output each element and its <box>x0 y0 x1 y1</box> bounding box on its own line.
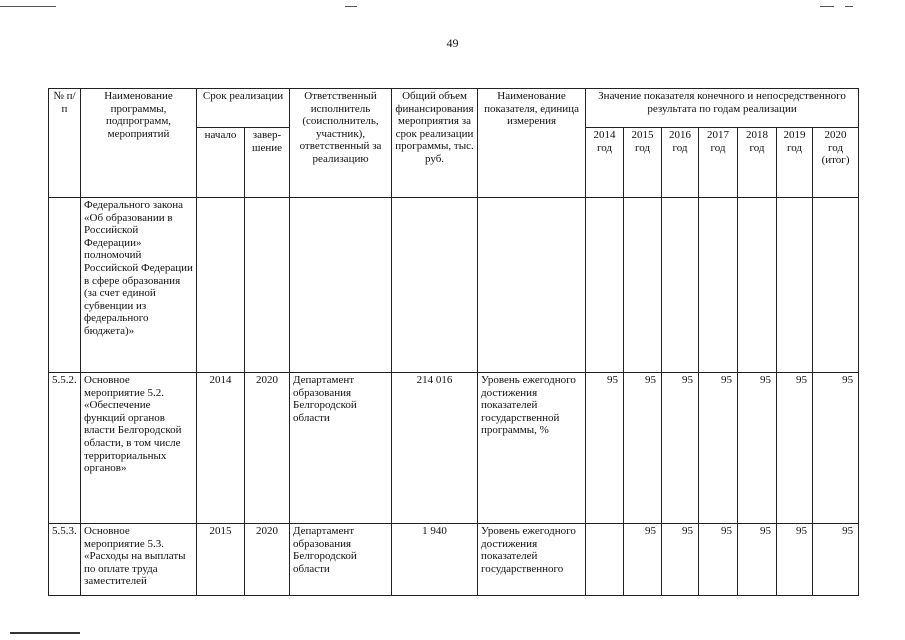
row-end: 2020 <box>245 373 290 524</box>
row-name: Федерального закона «Об образовании в Российской Федерации» полномочий Российской Федерации в сфере образования (за счет единой субвенции из федерального бюджета)» <box>81 198 197 373</box>
row-indicator: Уровень ежегодного достижения показателей государственной программы, % <box>478 373 586 524</box>
bottom-scan-mark <box>10 632 80 634</box>
row-name: Основное мероприятие 5.3. «Расходы на выплаты по оплате труда заместителей <box>81 524 197 596</box>
row-value-2014: 95 <box>586 373 624 524</box>
row-value-2015: 95 <box>624 524 662 596</box>
row-funding <box>392 198 478 373</box>
row-value-2014 <box>586 524 624 596</box>
header-year-2016: 2016 год <box>662 128 699 198</box>
row-executor: Департамент образования Белгородской области <box>290 373 392 524</box>
row-start: 2014 <box>197 373 245 524</box>
row-value-2019: 95 <box>777 373 813 524</box>
row-name: Основное мероприятие 5.2. «Обеспечение функций органов власти Белгородской области, в том числе территориальных органов» <box>81 373 197 524</box>
header-indicator: Наименование показателя, единица измерения <box>478 89 586 198</box>
row-num: 5.5.2. <box>49 373 81 524</box>
header-year-2014: 2014 год <box>586 128 624 198</box>
header-year-2015: 2015 год <box>624 128 662 198</box>
header-term-start: начало <box>197 128 245 198</box>
top-rule-left <box>0 6 56 7</box>
row-value-2019 <box>777 198 813 373</box>
top-rule-right <box>820 6 834 7</box>
header-year-2020: 2020 год (итог) <box>813 128 859 198</box>
row-indicator <box>478 198 586 373</box>
header-name: Наименование программы, подпрограмм, мероприятий <box>81 89 197 198</box>
row-num <box>49 198 81 373</box>
table-row <box>49 373 859 524</box>
row-value-2015 <box>624 198 662 373</box>
row-end: 2020 <box>245 524 290 596</box>
row-value-2019: 95 <box>777 524 813 596</box>
row-value-2020: 95 <box>813 524 859 596</box>
table-row <box>49 198 859 373</box>
program-table <box>48 88 859 596</box>
header-row-1 <box>49 89 859 128</box>
row-value-2015: 95 <box>624 373 662 524</box>
row-start <box>197 198 245 373</box>
row-funding: 1 940 <box>392 524 478 596</box>
header-term-end: завер-шение <box>245 128 290 198</box>
row-value-2016: 95 <box>662 524 699 596</box>
header-funding: Общий объем финансирования мероприятия за срок реализации программы, тыс. руб. <box>392 89 478 198</box>
row-value-2018: 95 <box>738 373 777 524</box>
row-value-2017 <box>699 198 738 373</box>
header-year-2019: 2019 год <box>777 128 813 198</box>
row-value-2016: 95 <box>662 373 699 524</box>
header-executor: Ответственный исполнитель (соисполнитель, участник), ответственный за реализацию <box>290 89 392 198</box>
top-rule-far-right <box>845 6 853 7</box>
row-indicator: Уровень ежегодного достижения показателей государственного <box>478 524 586 596</box>
row-value-2017: 95 <box>699 524 738 596</box>
row-value-2017: 95 <box>699 373 738 524</box>
row-executor: Департамент образования Белгородской области <box>290 524 392 596</box>
header-year-2018: 2018 год <box>738 128 777 198</box>
row-funding: 214 016 <box>392 373 478 524</box>
row-value-2018: 95 <box>738 524 777 596</box>
top-rule-mid <box>345 6 357 7</box>
row-executor <box>290 198 392 373</box>
row-end <box>245 198 290 373</box>
row-value-2018 <box>738 198 777 373</box>
header-term: Срок реализации <box>197 89 290 128</box>
row-value-2020: 95 <box>813 373 859 524</box>
table-row <box>49 524 859 596</box>
page-number: 49 <box>446 36 459 50</box>
row-value-2016 <box>662 198 699 373</box>
row-start: 2015 <box>197 524 245 596</box>
header-year-2017: 2017 год <box>699 128 738 198</box>
row-num: 5.5.3. <box>49 524 81 596</box>
row-value-2020 <box>813 198 859 373</box>
header-values: Значение показателя конечного и непосредственного результата по годам реализации <box>586 89 859 128</box>
header-num: № п/п <box>49 89 81 198</box>
row-value-2014 <box>586 198 624 373</box>
